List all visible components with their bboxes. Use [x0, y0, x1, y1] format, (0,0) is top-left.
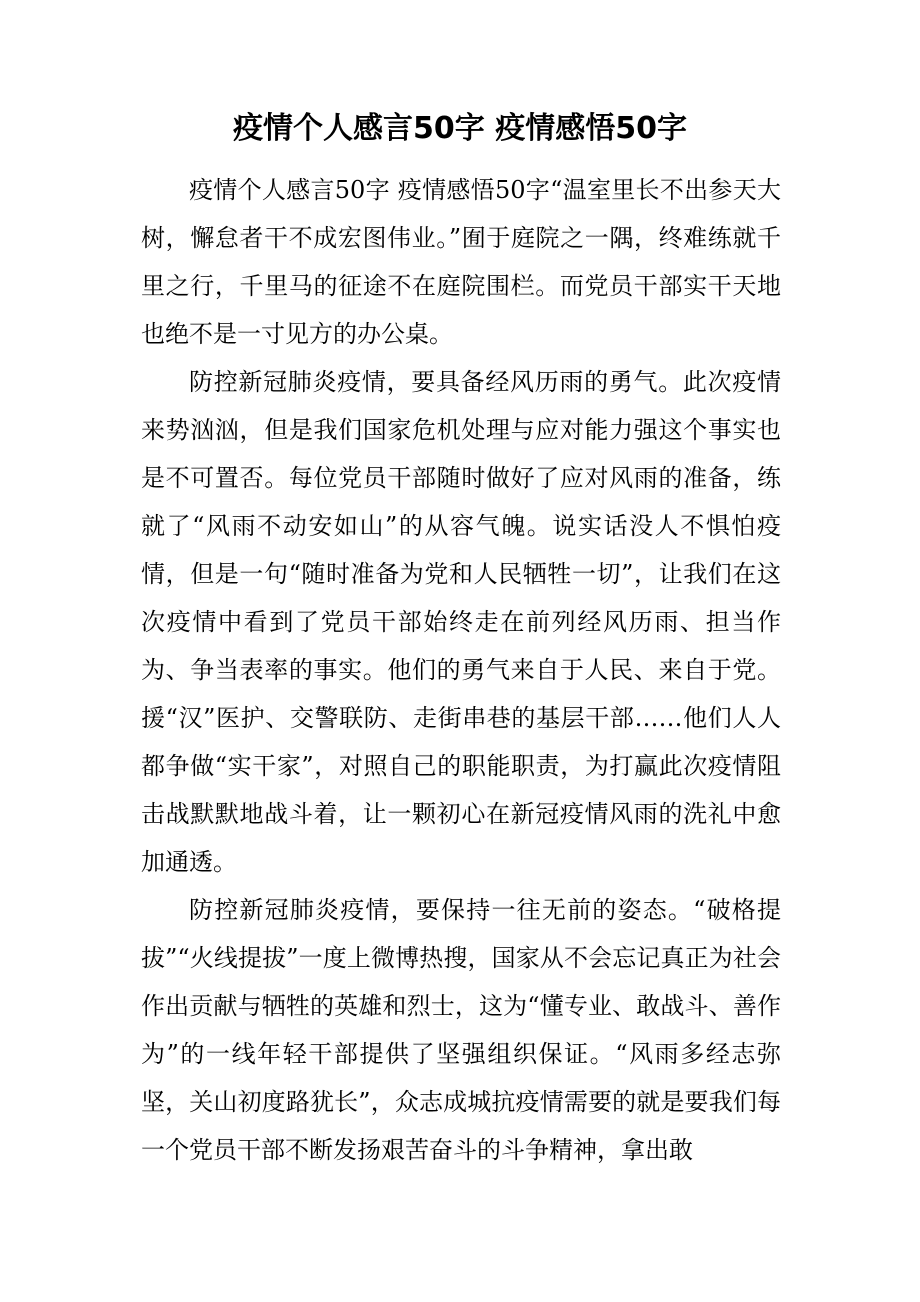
paragraph-1: 疫情个人感言50字 疫情感悟50字“温室里长不出参天大树，懈怠者干不成宏图伟业。”囿于庭院之一隅，终难练就千里之行，千里马的征途不在庭院围栏。而党员干部实干天地也绝不是一寸见方的办公桌。	[141, 176, 781, 348]
paragraph-3: 防控新冠肺炎疫情，要保持一往无前的姿态。“破格提拔”“火线提拔”一度上微博热搜，国家从不会忘记真正为社会作出贡献与牺牲的英雄和烈士，这为“懂专业、敢战斗、善作为”的一线年轻干部提供了坚强组织保证。“风雨多经志弥坚，关山初度路犹长”，众志成城抗疫情需要的就是要我们每一个党员干部不断发扬艰苦奋斗的斗争精神，拿出敢	[141, 896, 781, 1164]
document-title: 疫情个人感言50字 疫情感悟50字	[233, 111, 687, 146]
document-body	[141, 166, 781, 1174]
paragraph-2: 防控新冠肺炎疫情，要具备经风历雨的勇气。此次疫情来势汹汹，但是我们国家危机处理与应对能力强这个事实也是不可置否。每位党员干部随时做好了应对风雨的准备，练就了“风雨不动安如山”的从容气魄。说实话没人不惧怕疫情，但是一句“随时准备为党和人民牺牲一切”，让我们在这次疫情中看到了党员干部始终走在前列经风历雨、担当作为、争当表率的事实。他们的勇气来自于人民、来自于党。援“汉”医护、交警联防、走街串巷的基层干部……他们人人都争做“实干家”，对照自己的职能职责，为打赢此次疫情阻击战默默地战斗着，让一颗初心在新冠疫情风雨的洗礼中愈加通透。	[141, 368, 781, 876]
